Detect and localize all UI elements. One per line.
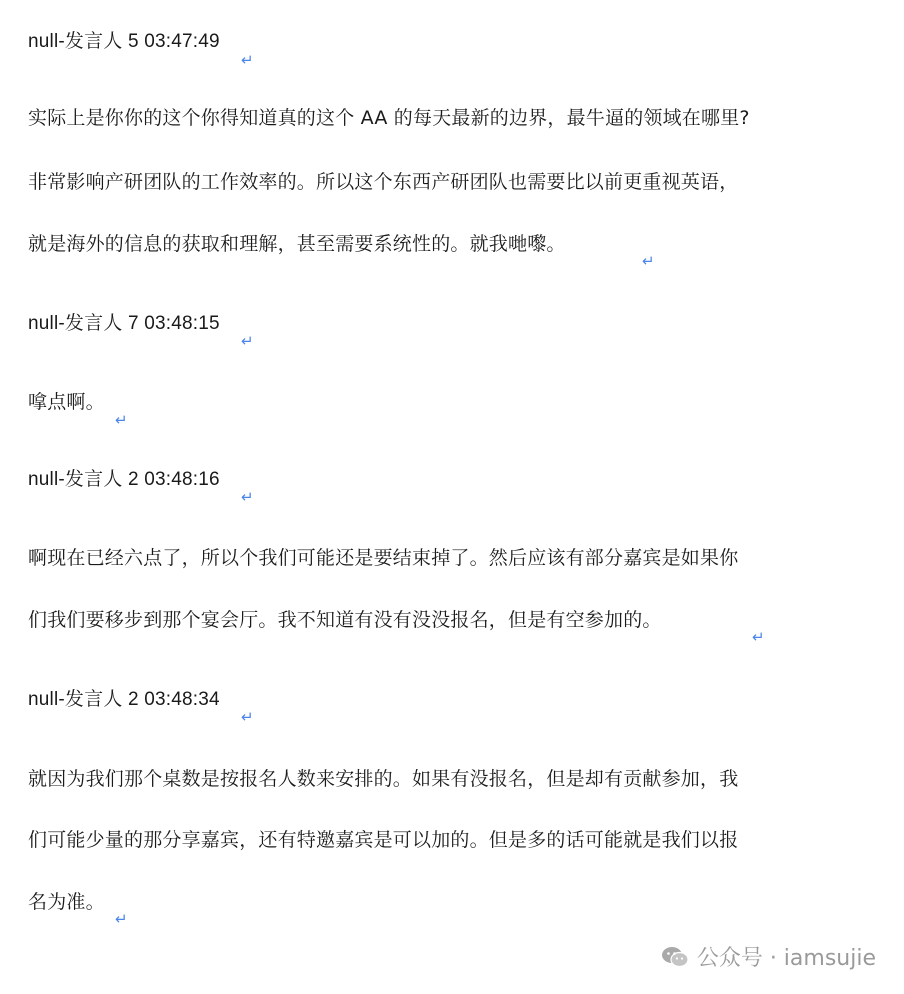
transcript-line: 们可能少量的那分享嘉宾，还有特邀嘉宾是可以加的。但是多的话可能就是我们以报: [28, 829, 739, 851]
speaker-header: null-发言人 2 03:48:34: [28, 689, 220, 710]
speaker-header: null-发言人 2 03:48:16: [28, 469, 220, 490]
transcript-line: 非常影响产研团队的工作效率的。所以这个东西产研团队也需要比以前更重视英语，: [28, 171, 739, 193]
transcript-line: 嗱点啊。: [28, 391, 105, 413]
transcript-line: 名为准。: [28, 891, 105, 913]
paragraph-mark-icon: ↵: [241, 51, 254, 69]
transcript-line: 实际上是你你的这个你得知道真的这个 AA 的每天最新的边界，最牛逼的领域在哪里?: [28, 107, 750, 129]
speaker-header: null-发言人 7 03:48:15: [28, 313, 220, 334]
wechat-icon: [661, 946, 689, 968]
watermark: [661, 941, 876, 972]
speaker-header: null-发言人 5 03:47:49: [28, 31, 220, 52]
watermark-text: 公众号 · iamsujie: [696, 946, 876, 971]
transcript-line: 啊现在已经六点了，所以个我们可能还是要结束掉了。然后应该有部分嘉宾是如果你: [28, 547, 739, 569]
paragraph-mark-icon: ↵: [241, 488, 254, 506]
paragraph-mark-icon: ↵: [241, 332, 254, 350]
paragraph-mark-icon: ↵: [241, 708, 254, 726]
paragraph-mark-icon: ↵: [115, 910, 128, 928]
paragraph-mark-icon: ↵: [752, 628, 765, 646]
paragraph-mark-icon: ↵: [115, 411, 128, 429]
transcript-line: 就因为我们那个桌数是按报名人数来安排的。如果有没报名，但是却有贡献参加，我: [28, 768, 739, 790]
paragraph-mark-icon: ↵: [642, 252, 655, 270]
transcript-line: 就是海外的信息的获取和理解，甚至需要系统性的。就我哋嚟。: [28, 233, 566, 255]
transcript-line: 们我们要移步到那个宴会厅。我不知道有没有没没报名，但是有空参加的。: [28, 609, 662, 631]
